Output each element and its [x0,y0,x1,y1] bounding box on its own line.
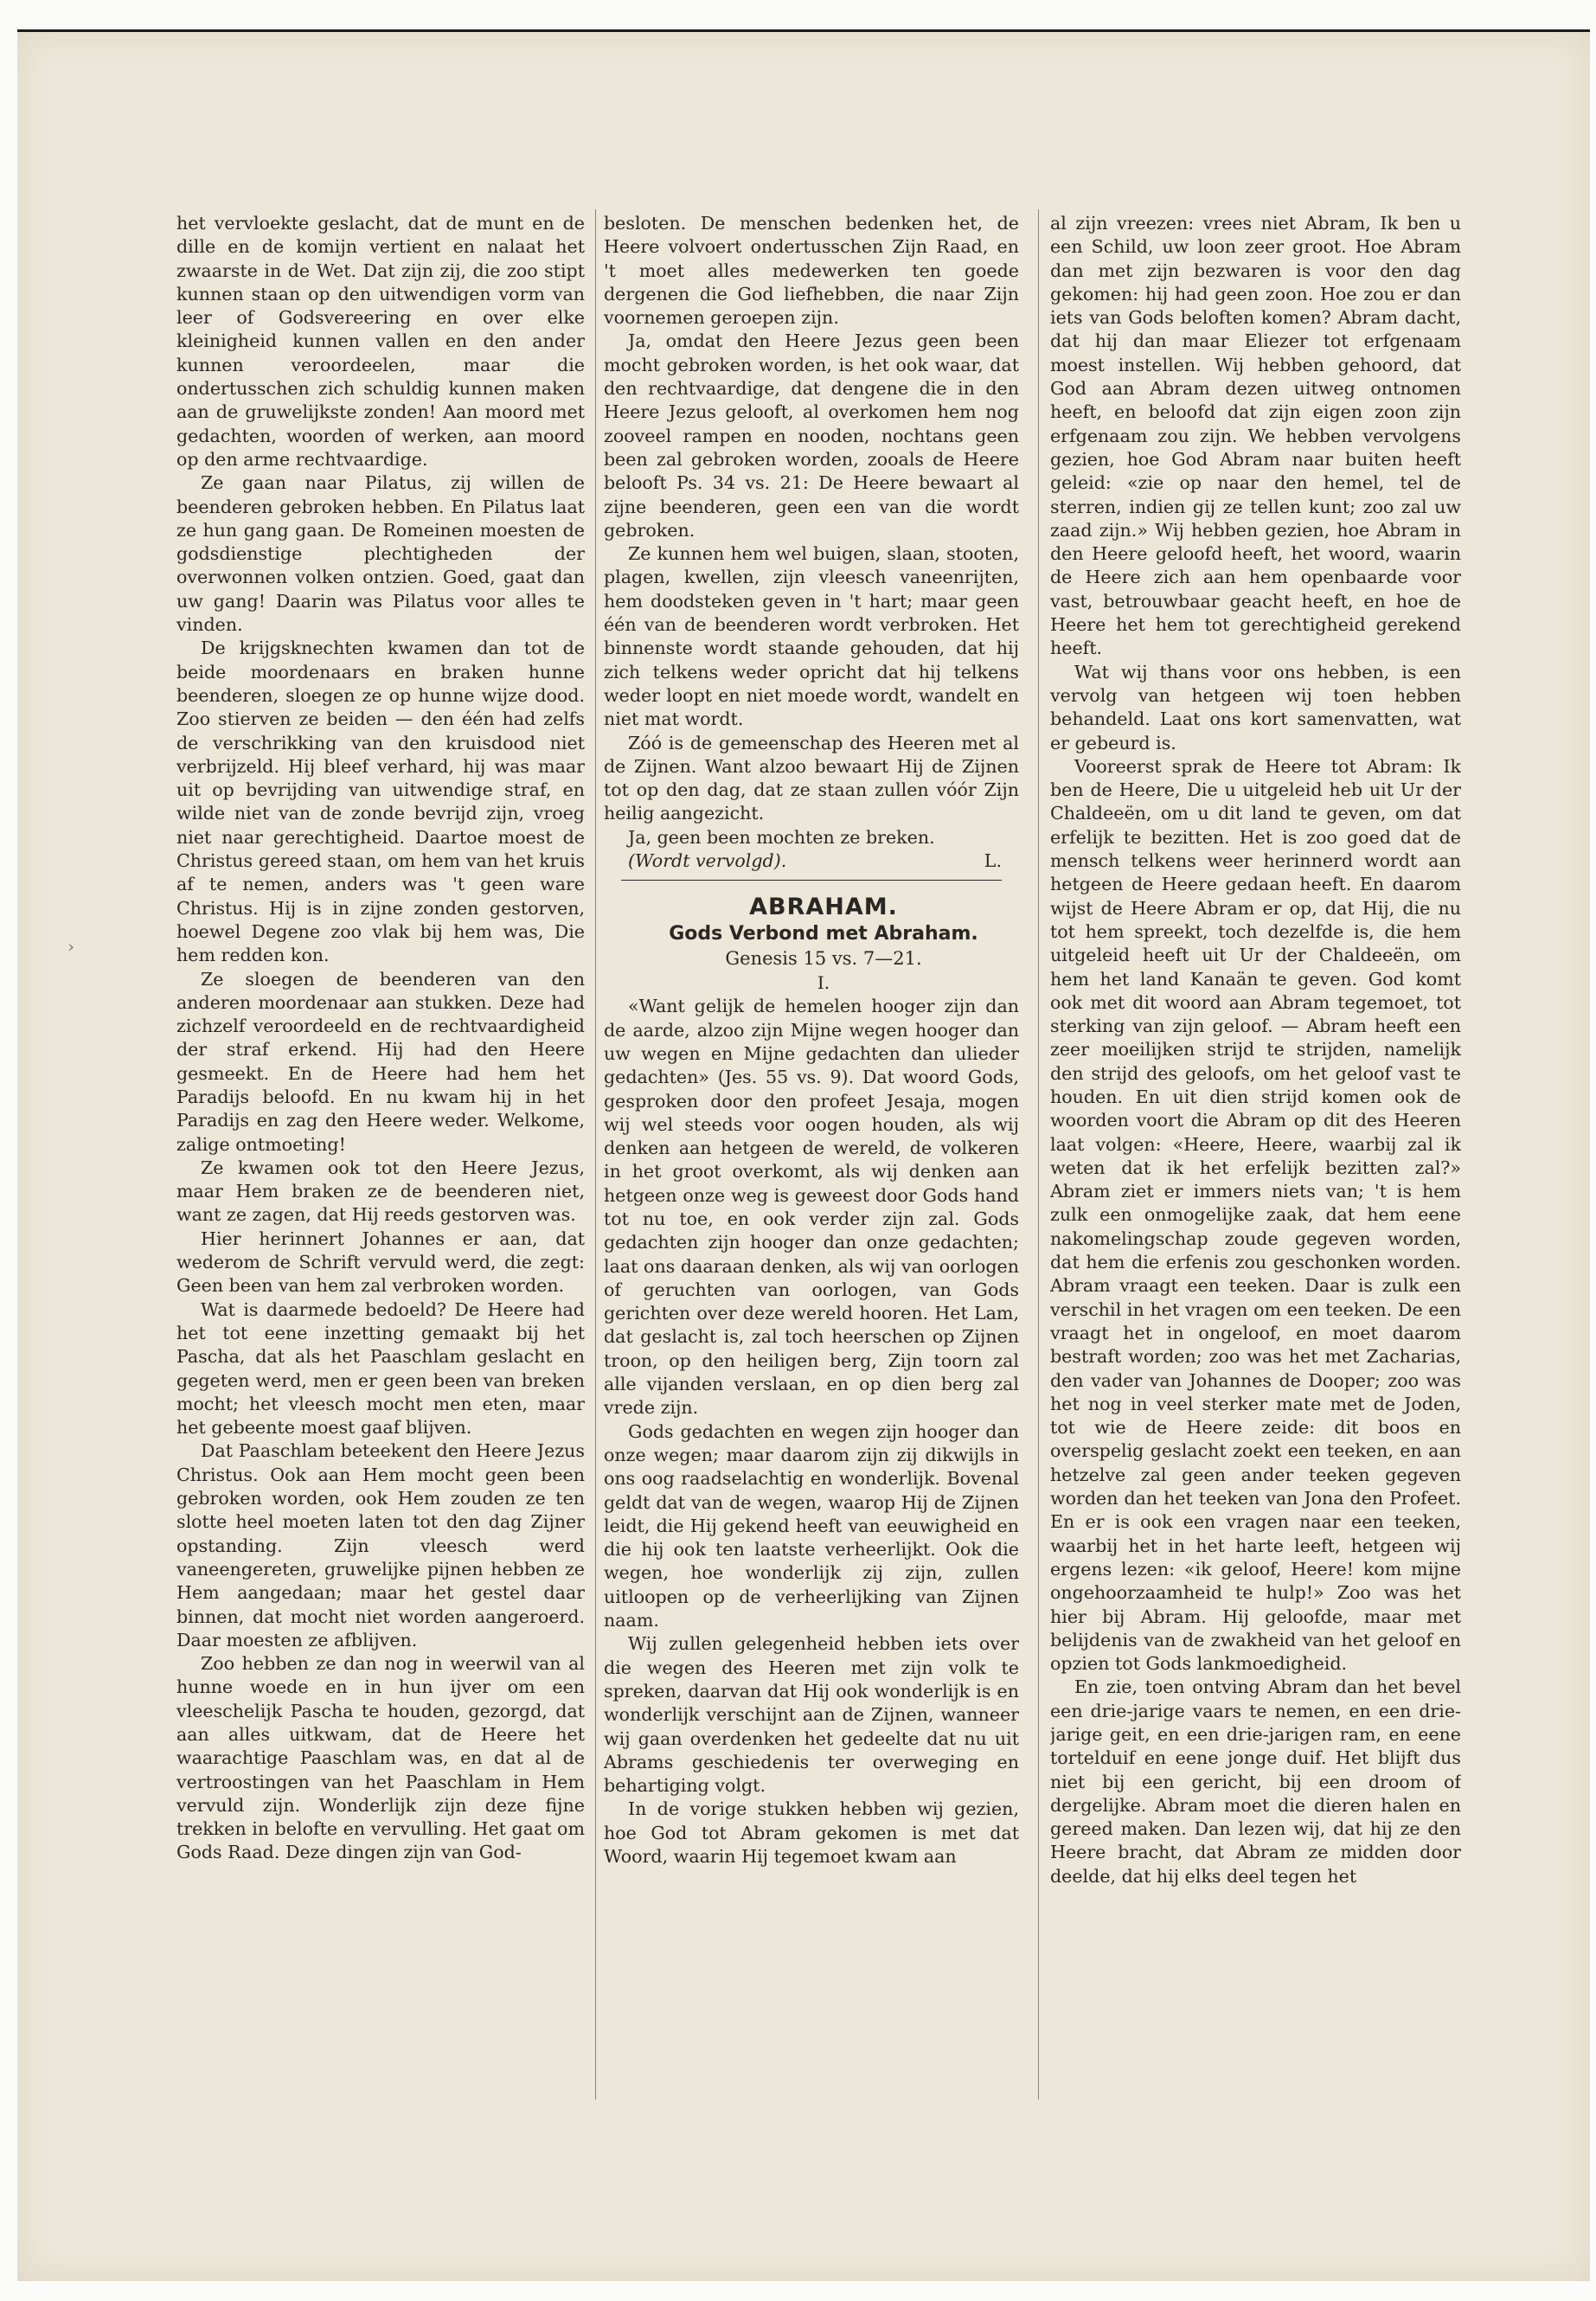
paragraph: Ze kwamen ook tot den Heere Jezus, maar Hem braken ze de beenderen niet, want ze zagen, dat Hij reeds gestorven was. [176,1157,585,1226]
paragraph: Ze kunnen hem wel buigen, slaan, stooten, plagen, kwellen, zijn vleesch vaneenrijten, hem doodsteken geven in 't hart; maar geen één van de beenderen wordt verbroken. Het binnenste wordt staande gehouden, dat hij zich telkens weder opricht dat hij telkens weder loopt en niet moede wordt, wandelt en niet mat wordt. [604,543,1019,730]
paragraph: Dat Paaschlam beteekent den Heere Jezus Christus. Ook aan Hem mocht geen been gebroken worden, ook Hem zouden ze ten slotte heel moeten laten tot den dag Zijner opstanding. Zijn vleesch werd vaneengereten, gruwelijke pijnen hebben ze Hem aangedaan; maar het gestel daar binnen, dat mocht niet worden aangeroerd. Daar moesten ze afblijven. [176,1440,585,1650]
paragraph: Ze sloegen de beenderen van den anderen moordenaar aan stukken. Deze had zichzelf veroordeeld en de rechtvaardigheid der straf erkend. Hij had den Heere gesmeekt. En de Heere had hem het Paradijs beloofd. En nu kwam hij in het Paradijs en zag den Heere weder. Welkome, zalige ontmoeting! [176,968,585,1155]
section-divider [621,880,1002,881]
paragraph: al zijn vreezen: vrees niet Abram, Ik ben u een Schild, uw loon zeer groot. Hoe Abram dan met zijn bezwaren is voor den dag gekomen: hij had geen zoon. Hoe zou er dan iets van Gods beloften komen? Abram dacht, dat hij dan maar Eliezer tot erfgenaam moest instellen. Wij hebben gehoord, dat God aan Abram dezen uitweg ontnomen heeft, en beloofd dat zijn eigen zoon zijn erfgenaam zou zijn. We hebben vervolgens gezien, hoe God Abram naar buiten heeft geleid: «zie op naar den hemel, tel de sterren, indien gij ze tellen kunt; zoo zal uw zaad zijn.» Wij hebben gezien, hoe Abram in den Heere geloofd heeft, het woord, waarin de Heere zich aan hem openbaarde voor vast, betrouwbaar geacht heeft, en hoe de Heere het hem tot gerechtigheid gerekend heeft. [1050,213,1461,659]
scripture-reference: Genesis 15 vs. 7—21. [725,948,922,970]
paragraph: het vervloekte geslacht, dat de munt en de dille en de komijn vertient en nalaat het zwaarste in de Wet. Dat zijn zij, die zoo stipt kunnen staan op den uitwendigen vorm van leer of Godsvereering en over elke kleinigheid kunnen vallen en den ander kunnen veroordeelen, maar die ondertusschen zich schuldig kunnen maken aan de gruwelijkste zonden! Aan moord met gedachten, woorden of werken, aan moord op den arme rechtvaardige. [176,213,585,470]
article-subtitle: Gods Verbond met Abraham. [669,923,978,945]
paragraph: De krijgsknechten kwamen dan tot de beide moordenaars en braken hunne beenderen, sloegen ze op hunne wijze dood. Zoo stierven ze beiden — den één had zelfs de verschrikking van den kruisdood niet verbrijzeld. Hij bleef verhard, hij was maar uit op bevrijding van uitwendige straf, en wilde niet van de zonde bevrijd zijn, vroeg niet naar gerechtigheid. Daartoe moest de Christus gereed staan, om hem van het kruis af te nemen, anders was 't geen ware Christus. Hij is in zijne zonden gestorven, hoewel Degene zoo vlak bij hem was, Die hem redden kon. [176,638,585,966]
section-number: I. [817,972,830,994]
paragraph: Vooreerst sprak de Heere tot Abram: Ik ben de Heere, Die u uitgeleid heb uit Ur der Chaldeeën, om u dit land te geven, om dat erfelijk te bezitten. Het is zoo goed dat de mensch telkens weer herinnerd wordt aan hetgeen de Heere gedaan heeft. En daarom wijst de Heere Abram er op, dat Hij, die nu tot hem spreekt, toch dezelfde is, die hem uitgeleid heeft uit Ur der Chaldeeën, om hem het land Kanaän te geven. God komt ook met dit woord aan Abram tegemoet, tot sterking van zijn geloof. — Abram heeft een zeer moeilijken strijd te strijden, namelijk den strijd des geloofs, om het geloof vast te houden. En uit dien strijd komen ook de woorden voort die Abram op dit des Heeren laat volgen: «Heere, Heere, waarbij zal ik weten dat ik het erfelijk bezitten zal?» Abram ziet er immers niets van; 't is hem zulk een onmogelijke zaak, dat hem eene nakomelingschap zoude gegeven worden, dat hem die erfenis zou geschonken worden. Abram vraagt een teeken. Daar is zulk een verschil in het vragen om een teeken. De een vraagt het in ongeloof, en moet daarom bestraft worden; zoo was het met Zacharias, den vader van Johannes de Dooper; zoo was het nog in veel sterker mate met de Joden, tot wie de Heere zeide: dit boos en overspelig geslacht zoekt een teeken, en aan hetzelve zal geen ander teeken gegeven worden dan het teeken van Jona den Profeet. En er is ook een vragen naar een teeken, waarbij het in het harte leeft, hetgeen wij ergens lezen: «ik geloof, Heere! kom mijne ongehoorzaamheid te hulp!» Zoo was het hier bij Abram. Hij geloofde, maar met belijdenis van de zwakheid van het geloof en opzien tot Gods lankmoedigheid. [1050,755,1461,1675]
paragraph: Wij zullen gelegenheid hebben iets over die wegen des Heeren met zijn volk te spreken, daarvan dat Hij ook wonderlijk is en wonderlijk verschijnt aan de Zijnen, wanneer wij gaan overdenken het gedeelte dat nu uit Abrams geschiedenis ter overweging en behartiging volgt. [604,1633,1019,1797]
column-rule-1 [595,209,596,2099]
article-title: ABRAHAM. [749,894,898,921]
paragraph: «Want gelijk de hemelen hooger zijn dan de aarde, alzoo zijn Mijne wegen hooger dan uw wegen en Mijne gedachten dan uliеder gedachten» (Jes. 55 vs. 9). Dat woord Gods, gesproken door den profeet Jesaja, mogen wij wel steeds voor oogen houden, als wij denken aan hetgeen de wereld, de volkeren in het groot overkomt, als wij denken aan hetgeen onze weg is geweest door Gods hand tot nu toe, en ook verder zijn zal. Gods gedachten zijn hooger dan onze gedachten; laat ons daaraan denken, als wij van oorlogen of geruchten van oorlogen, van Gods gerichten over deze wereld hooren. Het Lam, dat geslacht is, zal toch heerschen op Zijnen troon, op den heiligen berg, Zijn toorn zal alle vijanden verslaan, en op dien berg zal vrede zijn. [604,996,1019,1419]
paragraph: Ja, omdat den Heere Jezus geen been mocht gebroken worden, is het ook waar, dat den rechtvaardige, dat dengene die in den Heere Jezus gelooft, al overkomen hem nog zooveel rampen en nooden, nochtans geen been zal gebroken worden, zooals de Heere belooft Ps. 34 vs. 21: De Heere bewaart al zijne beenderen, geen een van die wordt gebroken. [604,330,1019,541]
column-rule-2 [1038,209,1039,2099]
column-2 [604,212,1019,2098]
paragraph: In de vorige stukken hebben wij gezien, hoe God tot Abram gekomen is met dat Woord, waarin Hij tegemoet kwam aan [604,1798,1019,1867]
paragraph: Zóó is de gemeenschap des Heeren met al de Zijnen. Want alzoo bewaart Hij de Zijnen tot op den dag, dat ze staan zullen vóór Zijn heilig aangezicht. [604,732,1019,824]
paragraph: Gods gedachten en wegen zijn hooger dan onze wegen; maar daarom zijn zij dikwijls in ons oog raadselachtig en wonderlijk. Bovenal geldt dat van de wegen, waarop Hij de Zijnen leidt, die Hij gekend heeft van eeuwigheid en die hij ook ten laatste verheerlijkt. Ook die wegen, hoe wonderlijk zij zijn, zullen uitloopen op de verheerlijking van Zijnen naam. [604,1420,1019,1631]
column-1 [176,212,585,2098]
author-initial: L. [984,850,1002,872]
paragraph: Hier herinnert Johannes er aan, dat wederom de Schrift vervuld werd, die zegt: Geen been van hem zal verbroken worden. [176,1227,585,1297]
paragraph: Zoo hebben ze dan nog in weerwil van al hunne woede en in hun ijver om een vleeschelijk Pascha te houden, gezorgd, dat aan alles uitkwam, dat de Heere het waarachtige Paaschlam was, en dat al de vertroostingen van het Paaschlam in Hem vervuld zijn. Wonderlijk zijn deze fijne trekken in belofte en vervulling. Het gaat om Gods Raad. Deze dingen zijn van God- [176,1653,585,1863]
continued-label: (Wordt vervolgd). [628,850,787,872]
paragraph: Wat is daarmede bedoeld? De Heere had het tot eene inzetting gemaakt bij het Pascha, dat als het Paaschlam geslacht en gegeten werd, men er geen been van breken mocht; het vleesch mocht men eten, maar het gebeente moest gaaf blijven. [176,1298,585,1439]
paragraph: Ze gaan naar Pilatus, zij willen de beenderen gebroken hebben. En Pilatus laat ze hun gang gaan. De Romeinen moesten de godsdienstige plechtigheden der overwonnen volken ontzien. Goed, gaat dan uw gang! Daarin was Pilatus voor alles te vinden. [176,472,585,636]
margin-mark: › [67,936,74,957]
paragraph: En zie, toen ontving Abram dan het bevel een drie-jarige vaars te nemen, en een drie-jarige geit, en een drie-jarigen ram, en eene tortelduif en eene jonge duif. Het blijft dus niet bij een gericht, bij een droom of dergelijke. Abram moet die dieren halen en gereed maken. Dan lezen wij, dat hij ze den Heere bracht, dat Abram ze midden door deelde, dat hij elks deel tegen het [1050,1676,1461,1887]
newspaper-page [17,29,1590,2281]
paragraph: Ja, geen been mochten ze breken. [628,826,935,848]
continued-note [604,849,1019,873]
column-3 [1050,212,1461,2098]
paragraph: besloten. De menschen bedenken het, de Heere volvoert ondertusschen Zijn Raad, en 't moet alles medewerken ten goede dergenen die God liefhebben, die naar Zijn voornemen geroepen zijn. [604,213,1019,329]
paragraph: Wat wij thans voor ons hebben, is een vervolg van hetgeen wij toen hebben behandeld. Laat ons kort samenvatten, wat er gebeurd is. [1050,661,1461,753]
